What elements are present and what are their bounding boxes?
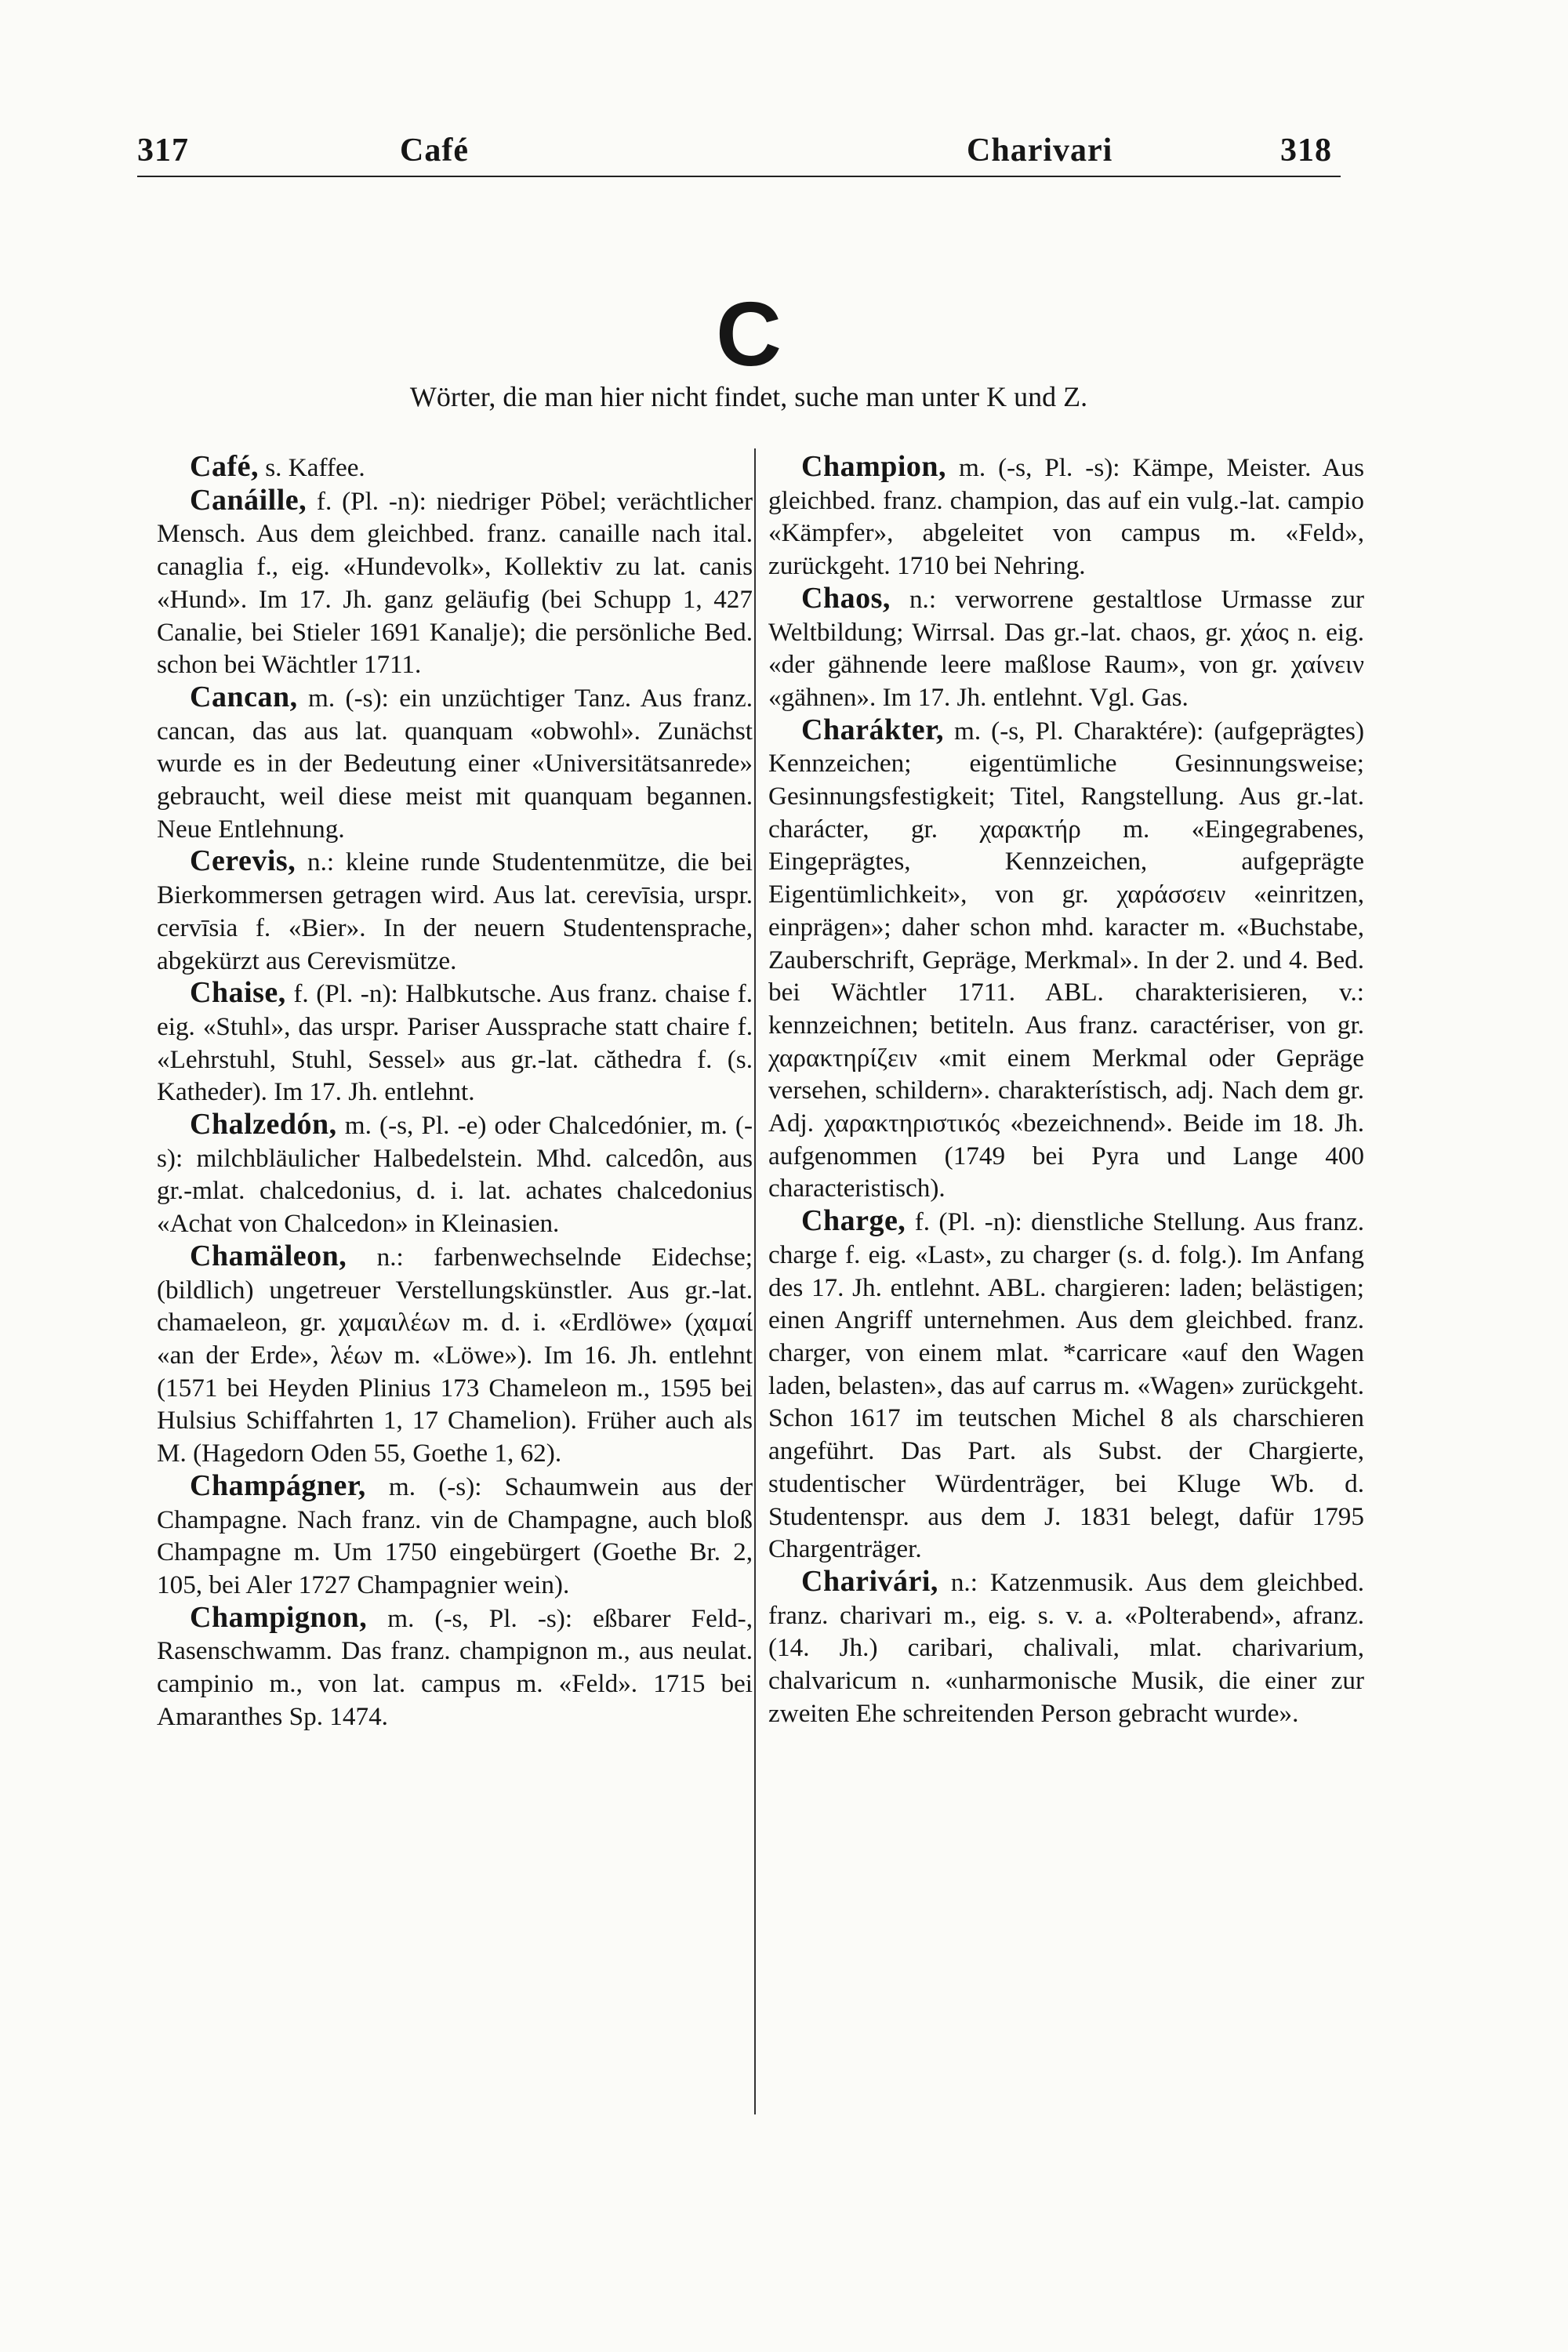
entry-headword: Cancan, <box>190 680 298 713</box>
entry-text: f. (Pl. -n): Halbkutsche. Aus franz. chaise f. eig. «Stuhl», das urspr. Pariser Aussprache statt chaire f. «Lehrstuhl, Stuhl, Sessel» aus gr.-lat. căthedra f. (s. Katheder). Im 17. Jh. entlehnt. <box>157 979 753 1107</box>
entry-headword: Chalzedón, <box>190 1108 337 1142</box>
entry-text: m. (-s, Pl. Charaktére): (aufgeprägtes) Kennzeichen; eigentümliche Gesinnungsweise; Gesinnungsfestigkeit; Titel, Rangstellung. Aus gr.-lat. charácter, gr. χαρακτήρ m. «Eingegrabenes, Eingeprägtes, Kennzeichen, aufgeprägte Eigentümlichkeit», von gr. χαράσσειν «einritzen, einprägen»; daher schon mhd. karacter m. «Buchstabe, Zauberschrift, Gepräge, Merkmal». In der 2. und 4. Bed. bei Wächtler 1711. ABL. charakterisieren, v.: kennzeichnen; betiteln. Aus franz. caractériser, von gr. χαρακτηρίζειν «mit einem Merkmal oder Gepräge versehen, schildern». charakterístisch, adj. Nach dem gr. Adj. χαρακτηριστικός «bezeichnend». Beide im 18. Jh. aufgenommen (1749 bei Pyra und Lange 400 characteristisch). <box>768 716 1364 1203</box>
entry-text: m. (-s): ein unzüchtiger Tanz. Aus franz. cancan, das aus lat. quanquam «obwohl». Zunächst wurde es in der Bedeutung einer «Universitätsanrede» gebraucht, weil diese meist mit quanquam begannen. Neue Entlehnung. <box>157 683 753 844</box>
dictionary-entry <box>768 1205 1364 1566</box>
entry-headword: Charivári, <box>801 1564 938 1598</box>
dictionary-entry <box>157 845 753 977</box>
left-column <box>157 451 753 1733</box>
entry-headword: Champágner, <box>190 1468 366 1502</box>
column-divider <box>754 448 756 2114</box>
dictionary-entry <box>157 1109 753 1240</box>
entry-headword: Chaise, <box>190 976 286 1010</box>
entry-text: n.: kleine runde Studentenmütze, die bei Bierkommersen getragen wird. Aus lat. cerevīsia, urspr. cervīsia f. «Bier». In der neuern Studentensprache, abgekürzt aus Cerevismütze. <box>157 848 753 975</box>
entry-text: m. (-s, Pl. -s): eßbarer Feld-, Rasenschwamm. Das franz. champignon m., aus neulat. campinio m., von lat. campus m. «Feld». 1715 bei Amaranthes Sp. 1474. <box>157 1603 753 1731</box>
dictionary-entry <box>157 485 753 681</box>
section-letter: C <box>716 283 782 385</box>
left-page-number: 317 <box>137 132 189 169</box>
right-header-word: Charivari <box>967 132 1113 169</box>
dictionary-entry <box>768 583 1364 714</box>
entry-text: n.: verworrene gestaltlose Urmasse zur Weltbildung; Wirrsal. Das gr.-lat. chaos, gr. χάος n. eig. «der gähnende leere maßlose Raum», von gr. χαίνειν «gähnen». Im 17. Jh. entlehnt. Vgl. Gas. <box>768 584 1365 712</box>
section-note: Wörter, die man hier nicht findet, suche man unter K und Z. <box>409 381 1088 412</box>
entry-headword: Chaos, <box>801 581 891 615</box>
entry-text: m. (-s): Schaumwein aus der Champagne. Nach franz. vin de Champagne, auch bloß Champagne m. Um 1750 eingebürgert (Goethe Br. 2, 105, bei Aler 1727 Champagnier wein). <box>157 1472 753 1599</box>
entry-headword: Cerevis, <box>190 844 296 878</box>
right-page-number: 318 <box>1280 132 1332 169</box>
entry-text: f. (Pl. -n): dienstliche Stellung. Aus franz. charge f. eig. «Last», zu charger (s. d. folg.). Im Anfang des 17. Jh. entlehnt. ABL. chargieren: laden; belästigen; einen Angriff unternehmen. Aus dem gleichbed. franz. charger, von einem mlat. *carricare «auf den Wagen laden, belasten», das auf carrus m. «Wagen» zurückgeht. Schon 1617 im teutschen Michel 8 als charschieren angeführt. Das Part. als Subst. der Chargierte, studentischer Würdenträger, bei Kluge Wb. d. Studentenspr. aus dem J. 1831 belegt, dafür 1795 Chargenträger. <box>768 1207 1364 1564</box>
dictionary-entry <box>157 977 753 1109</box>
left-header-word: Café <box>400 132 469 169</box>
dictionary-entry <box>157 1602 753 1733</box>
right-column <box>768 451 1364 1730</box>
entry-text: n.: farbenwechselnde Eidechse; (bildlich) ungetreuer Verstellungskünstler. Aus gr.-lat. chamaeleon, gr. χαμαιλέων m. d. i. «Erdlöwe» (χαμαί «an der Erde», λέων m. «Löwe»). Im 16. Jh. entlehnt (1571 bei Heyden Plinius 173 Chameleon m., 1595 bei Hulsius Schiffahrten 1, 17 Chamelion). Früher auch als M. (Hagedorn Oden 55, Goethe 1, 62). <box>157 1242 753 1468</box>
entry-text: m. (-s, Pl. -s): Kämpe, Meister. Aus gleichbed. franz. champion, das auf ein vulg.-lat. campio «Kämpfer», abgeleitet von campus m. «Feld», zurückgeht. 1710 bei Nehring. <box>768 453 1364 581</box>
entry-headword: Charge, <box>801 1204 906 1238</box>
dictionary-entry <box>157 681 753 846</box>
entry-headword: Chamäleon, <box>190 1239 347 1272</box>
entry-headword: Champignon, <box>190 1600 368 1634</box>
dictionary-entry <box>157 1470 753 1602</box>
entry-headword: Champion, <box>801 450 947 483</box>
dictionary-entry <box>768 714 1364 1206</box>
dictionary-entry <box>157 451 753 485</box>
entry-headword: Canáille, <box>190 483 307 517</box>
entry-headword: Café, <box>190 450 259 483</box>
dictionary-entry <box>768 451 1364 583</box>
entry-text: s. Kaffee. <box>265 453 365 482</box>
entry-text: f. (Pl. -n): niedriger Pöbel; verächtlicher Mensch. Aus dem gleichbed. franz. canaille nach ital. canaglia f., eig. «Hundevolk», Kollektiv zu lat. canis «Hund». Im 17. Jh. ganz geläufig (bei Schupp 1, 427 Canalie, bei Stieler 1691 Kanalje); die persönliche Bed. schon bei Wächtler 1711. <box>157 486 753 680</box>
dictionary-entry <box>768 1566 1364 1730</box>
running-header <box>137 132 1341 179</box>
dictionary-entry <box>157 1240 753 1470</box>
header-rule <box>137 176 1341 177</box>
entry-text: m. (-s, Pl. -e) oder Chalcedónier, m. (-s): milchbläulicher Halbedelstein. Mhd. calcedôn, aus gr.-mlat. chalcedonius, d. i. lat. achates chalcedonius «Achat von Chalcedon» in Kleinasien. <box>157 1111 753 1239</box>
entry-headword: Charákter, <box>801 713 944 746</box>
entry-text: n.: Katzenmusik. Aus dem gleichbed. franz. charivari m., eig. s. v. a. «Polterabend», afranz. (14. Jh.) caribari, chalivali, mlat. charivarium, chalvaricum n. «unharmonische Musik, die einer zur zweiten Ehe schreitenden Person gebracht wurde». <box>768 1567 1364 1728</box>
